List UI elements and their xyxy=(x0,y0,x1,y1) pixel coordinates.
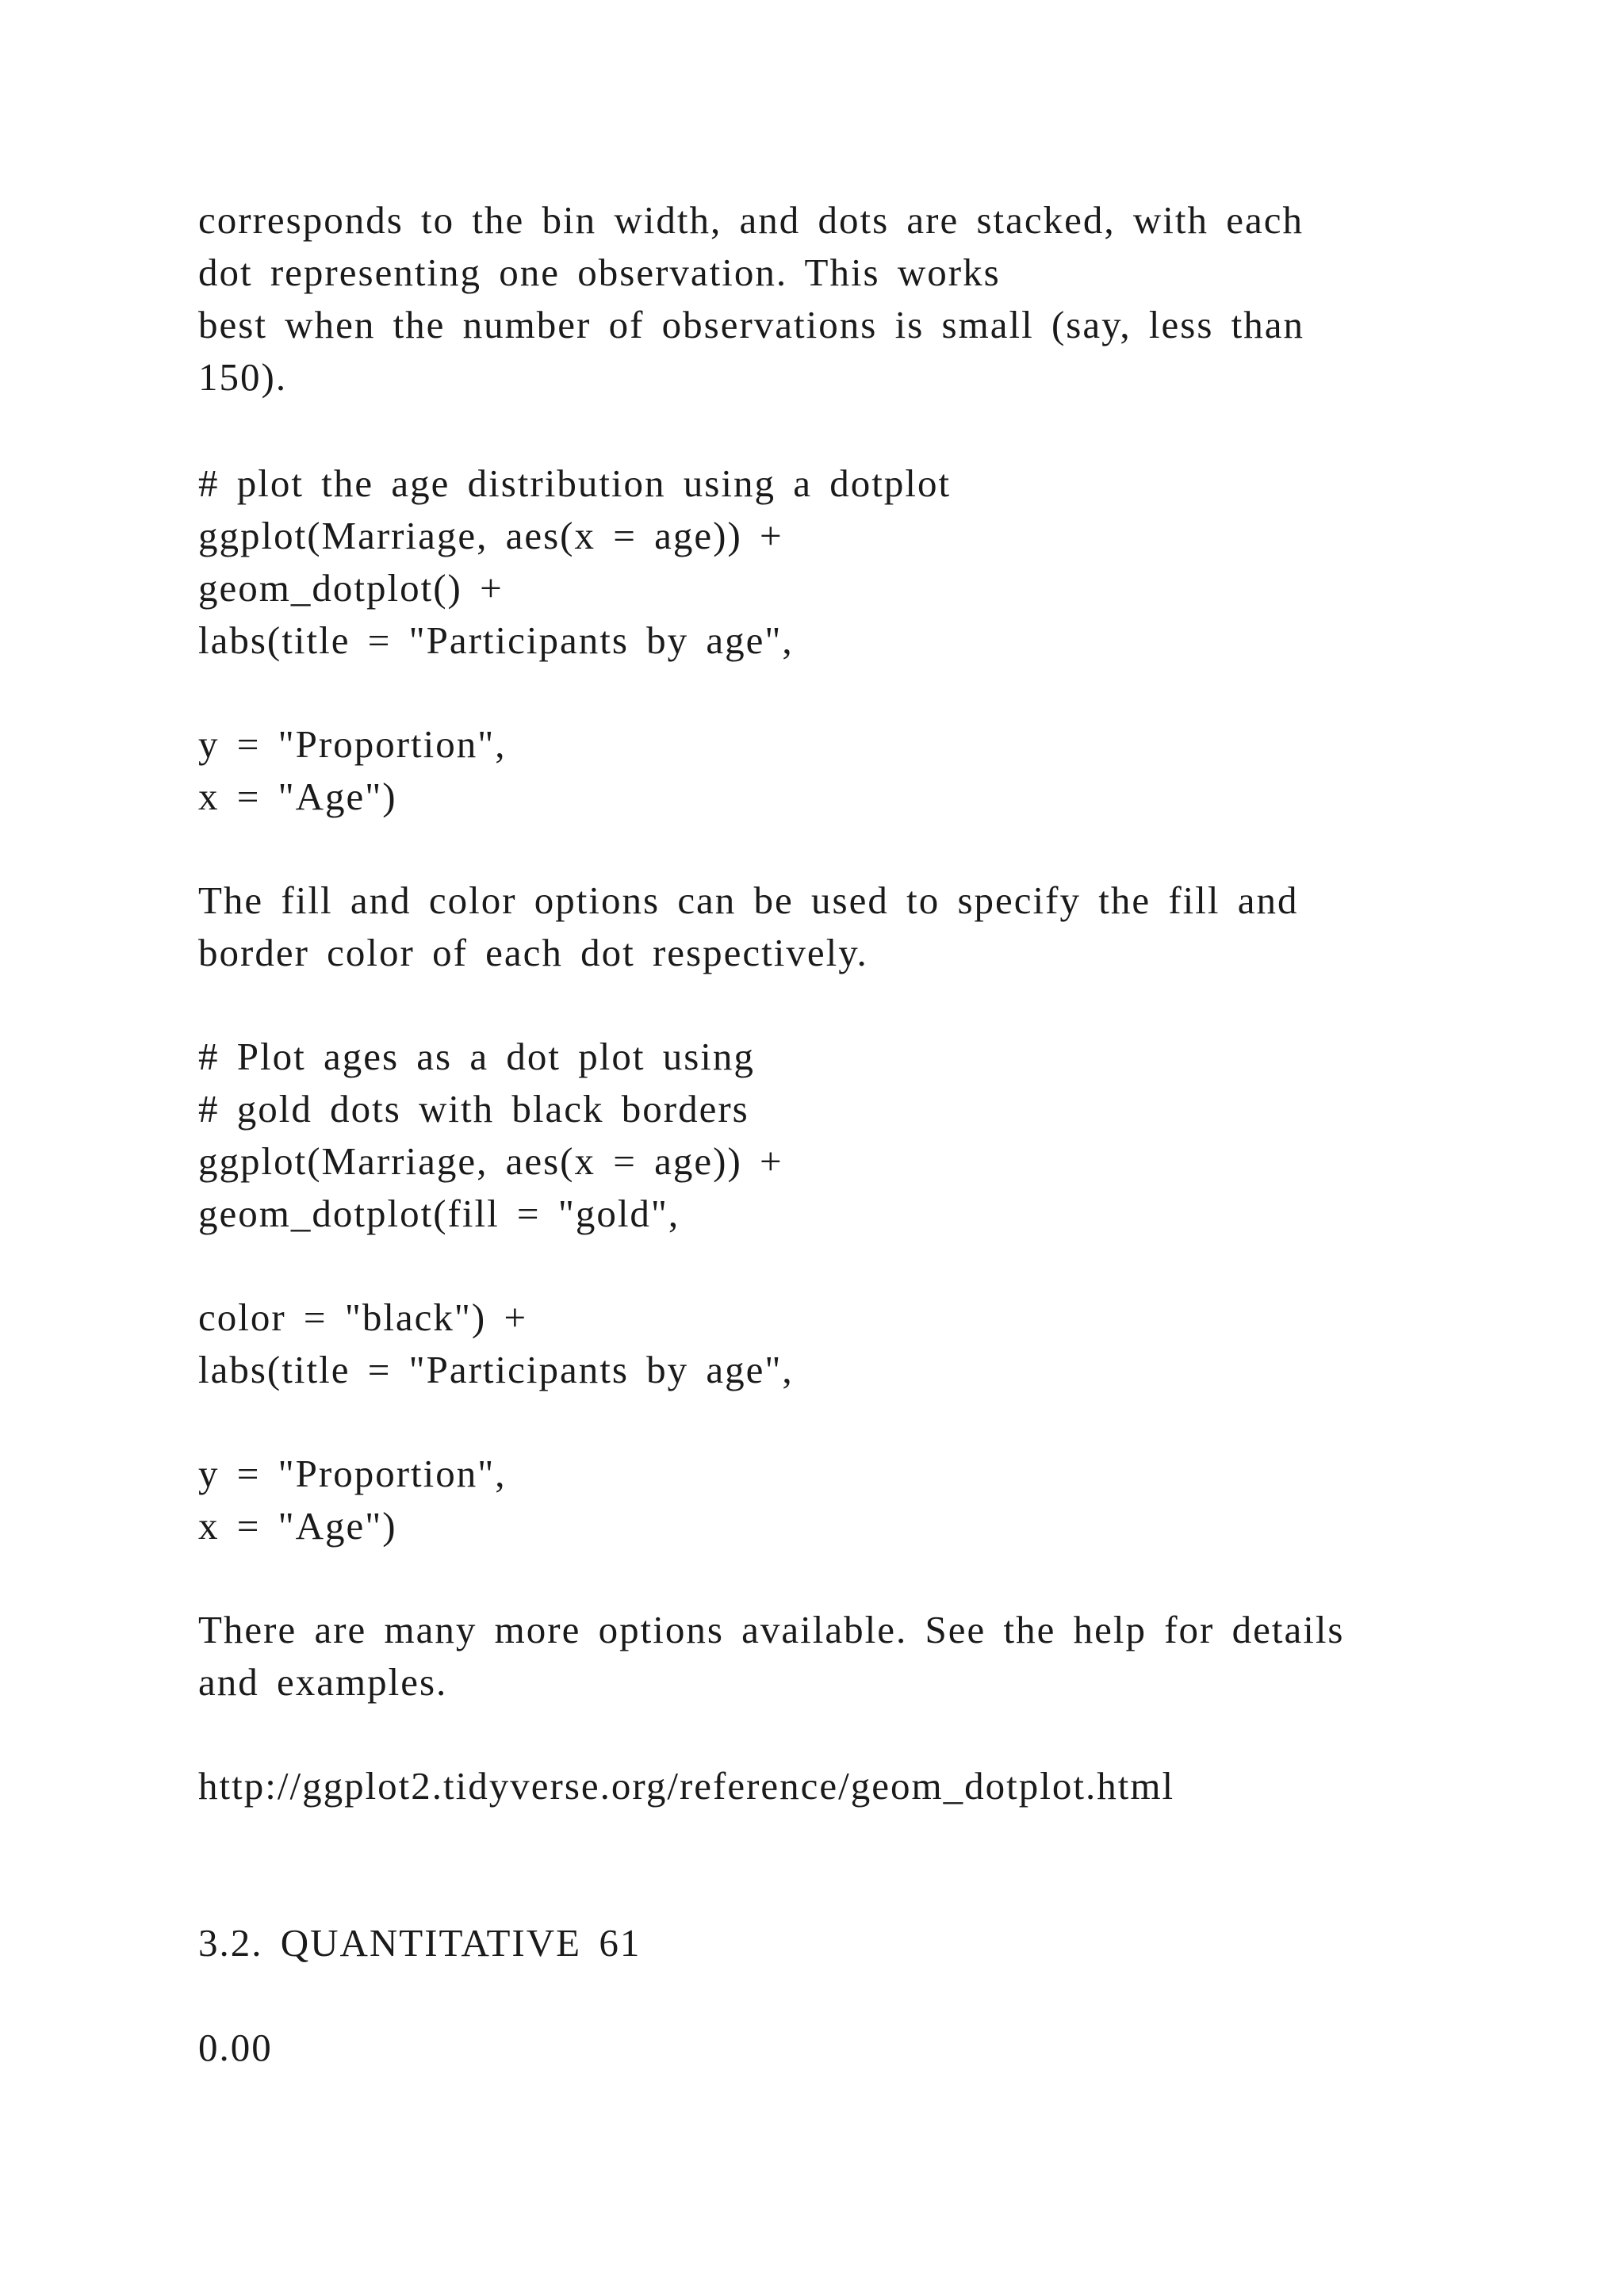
body-text-line: dot representing one observation. This works xyxy=(198,251,1001,294)
body-text-line: The fill and color options can be used to specify the fill and xyxy=(198,878,1299,922)
axis-value-label: 0.00 xyxy=(198,2026,273,2069)
body-text-line: corresponds to the bin width, and dots are stacked, with each xyxy=(198,198,1304,242)
code-line: y = "Proportion", xyxy=(198,1452,507,1495)
code-line: geom_dotplot() + xyxy=(198,566,504,610)
code-line: labs(title = "Participants by age", xyxy=(198,618,794,662)
code-line: ggplot(Marriage, aes(x = age)) + xyxy=(198,514,783,557)
body-text-line: best when the number of observations is small (say, less than xyxy=(198,303,1305,346)
code-line: y = "Proportion", xyxy=(198,722,507,766)
body-text-line: There are many more options available. See the help for details xyxy=(198,1608,1345,1651)
body-text-line: border color of each dot respectively. xyxy=(198,931,868,974)
code-line: labs(title = "Participants by age", xyxy=(198,1348,794,1391)
code-line: x = "Age") xyxy=(198,1504,397,1548)
section-header: 3.2. QUANTITATIVE 61 xyxy=(198,1921,642,1965)
code-line: geom_dotplot(fill = "gold", xyxy=(198,1192,680,1235)
code-comment-line: # plot the age distribution using a dotplot xyxy=(198,461,952,505)
code-line: x = "Age") xyxy=(198,775,397,818)
reference-url: http://ggplot2.tidyverse.org/reference/geom_dotplot.html xyxy=(198,1764,1175,1808)
body-text-line: and examples. xyxy=(198,1660,448,1704)
code-line: color = "black") + xyxy=(198,1295,528,1339)
body-text-line: 150). xyxy=(198,355,288,399)
code-comment-line: # gold dots with black borders xyxy=(198,1087,749,1131)
code-comment-line: # Plot ages as a dot plot using xyxy=(198,1035,755,1078)
code-line: ggplot(Marriage, aes(x = age)) + xyxy=(198,1139,783,1183)
